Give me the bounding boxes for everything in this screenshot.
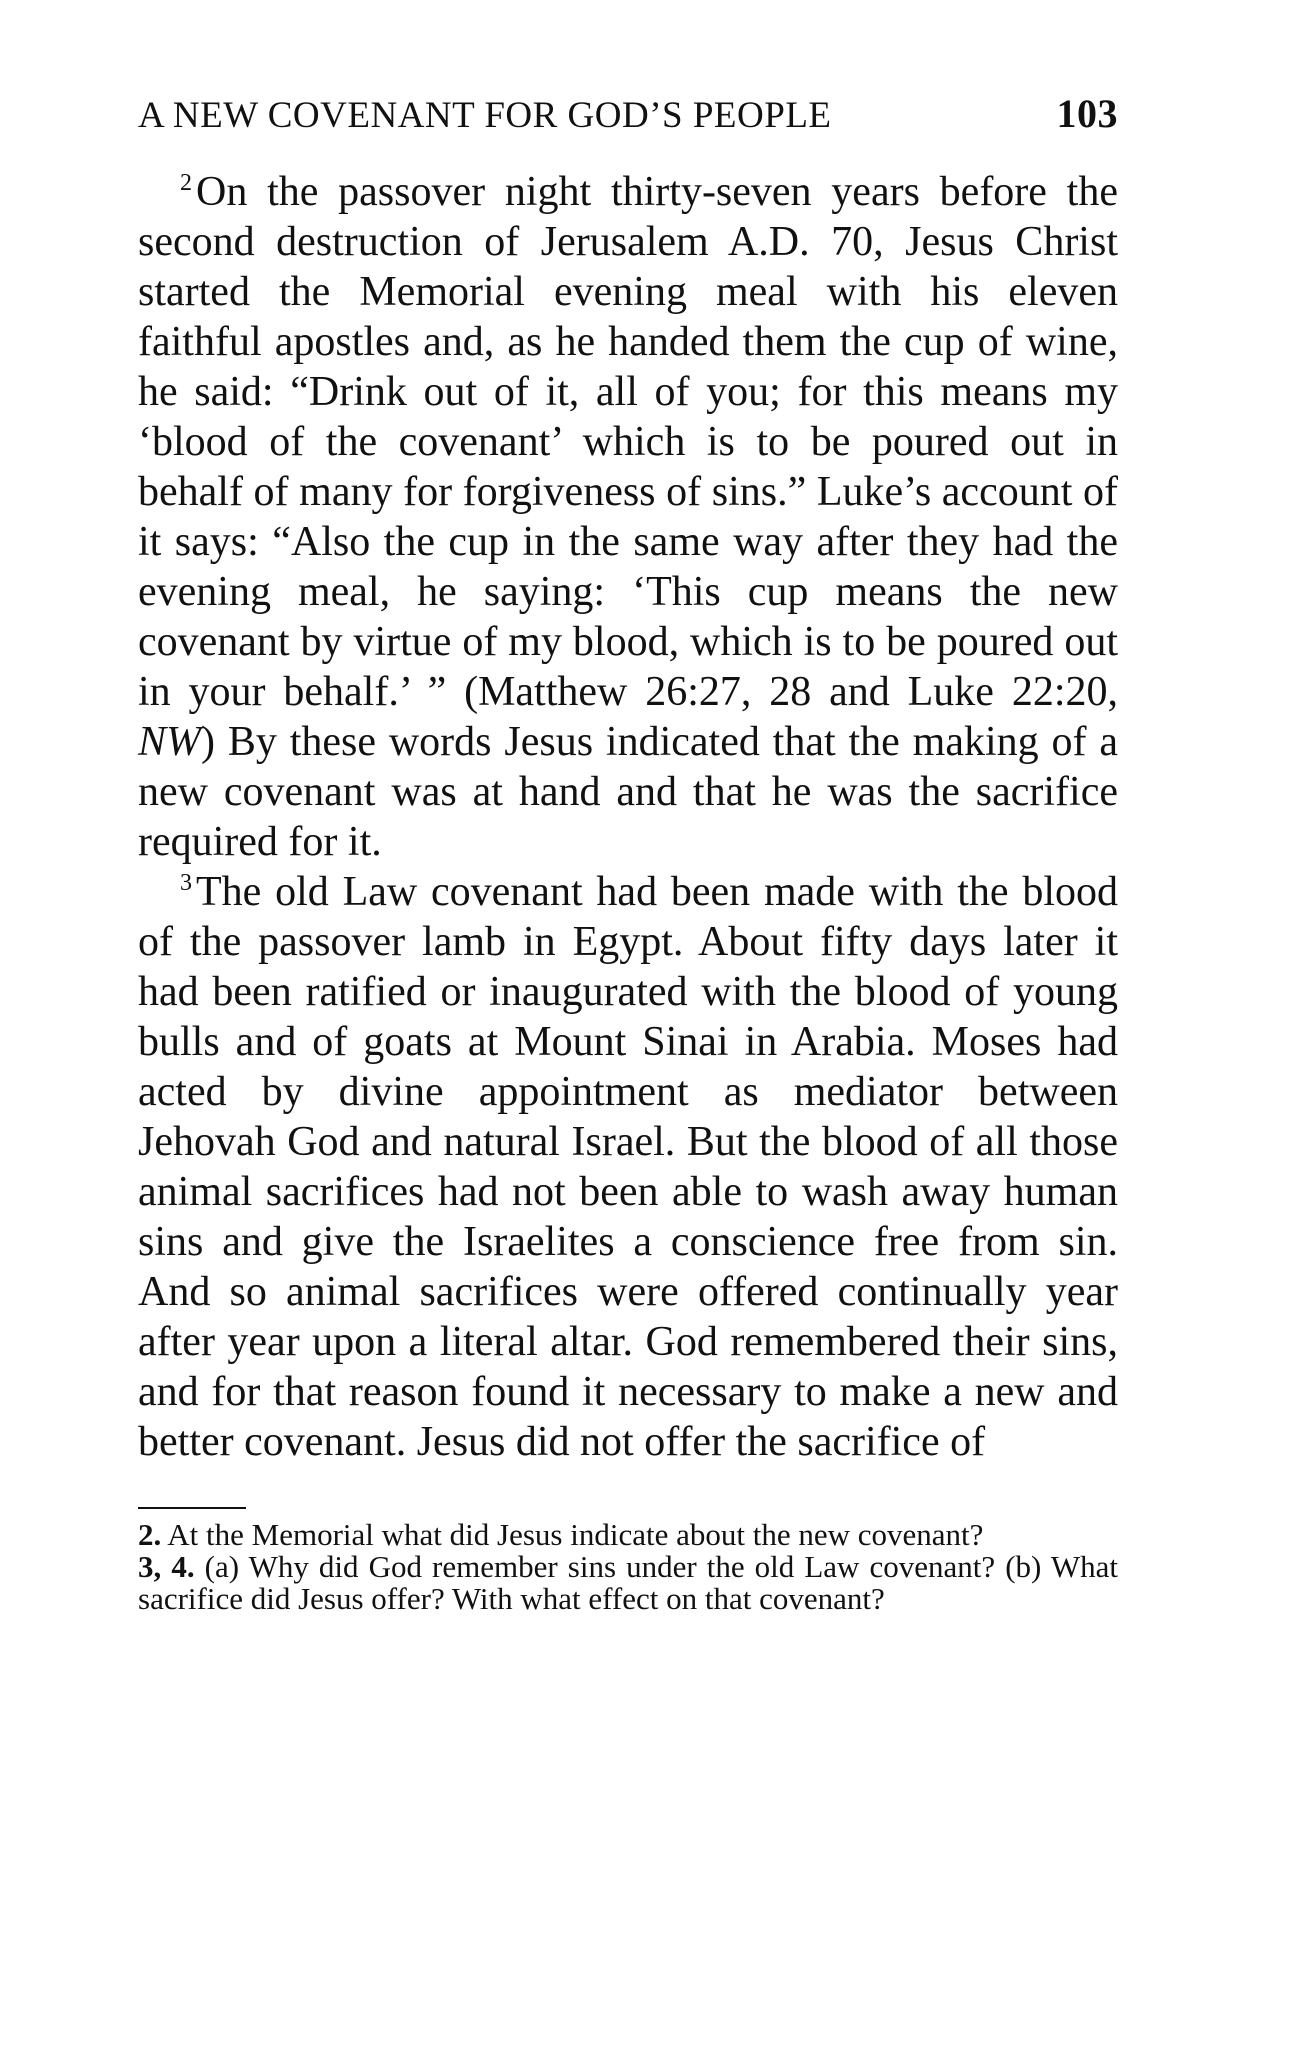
question-number: 2. xyxy=(138,1517,162,1552)
question-text: At the Memorial what did Jesus indicate about the new covenant? xyxy=(167,1517,984,1552)
page-number: 103 xyxy=(1056,91,1118,136)
bible-version-abbrev: NW xyxy=(138,719,201,765)
study-question-2 xyxy=(138,1519,1118,1551)
book-page xyxy=(138,90,1118,1615)
paragraph-text: The old Law covenant had been made with the blood of the passover lamb in Egypt. About fifty days later it had been ratified or inaugurated with the blood of young bulls and of goats at Mount Sinai in Arabia. Moses had acted by divine appointment as mediator between Jehovah God and natural Israel. But the blood of all those animal sacrifices had not been able to wash away human sins and give the Israelites a conscience free from sin. And so animal sacrifices were offered continually year after year upon a literal altar. God remembered their sins, and for that reason found it necessary to make a new and better covenant. Jesus did not offer the sacrifice of xyxy=(138,869,1118,1465)
paragraph-2 xyxy=(138,167,1118,867)
paragraph-text-continued: ) By these words Jesus indicated that the making of a new covenant was at hand and that he was the sacrifice required for it. xyxy=(138,719,1118,865)
paragraph-text: On the passover night thirty-seven years before the second destruction of Jerusalem A.D. 70, Jesus Christ started the Memorial evening meal with his eleven faithful apostles and, as he handed them the cup of wine, he said: “Drink out of it, all of you; for this means my ‘blood of the covenant’ which is to be poured out in behalf of many for forgiveness of sins.” Luke’s account of it says: “Also the cup in the same way after they had the evening meal, he saying: ‘This cup means the new covenant by virtue of my blood, which is to be poured out in your behalf.’ ” (Matthew 26:27, 28 and Luke 22:20, xyxy=(138,169,1118,715)
paragraph-number: 2 xyxy=(180,170,192,196)
question-text: (a) Why did God remember sins under the old Law covenant? (b) What sacrifice did Jesus offer? With what effect on that covenant? xyxy=(138,1549,1119,1616)
question-number: 3, 4. xyxy=(138,1549,195,1584)
chapter-title: A NEW COVENANT FOR GOD’S PEOPLE xyxy=(138,95,832,136)
paragraph-3 xyxy=(138,867,1118,1467)
paragraph-number: 3 xyxy=(180,870,192,896)
study-question-3-4 xyxy=(138,1551,1118,1615)
running-header xyxy=(138,90,1118,137)
footnote-divider xyxy=(138,1507,246,1509)
